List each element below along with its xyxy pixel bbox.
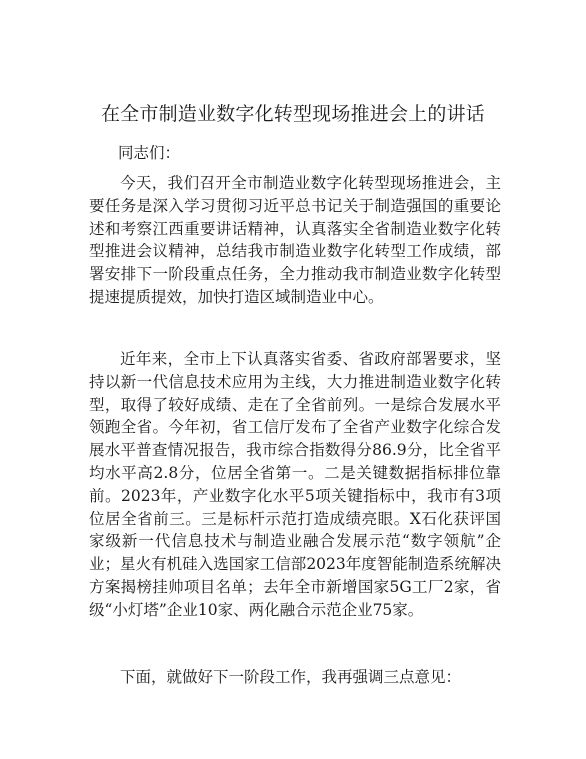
paragraph-opening: 今天，我们召开全市制造业数字化转型现场推进会，主要任务是深入学习贯彻习近平总书记关于制造强国的重要论述和考察江西重要讲话精神，认真落实全省制造业数字化转型推进会议精神，总结我市制造业数字化转型工作成绩，部署安排下一阶段重点任务，全力推动我市制造业数字化转型提速提质提效，加快打造区域制造业中心。: [89, 174, 501, 306]
salutation: 同志们：: [118, 144, 181, 162]
paragraph-achievements: 近年来，全市上下认真落实省委、省政府部署要求，坚持以新一代信息技术应用为主线，大力推进制造业数字化转型，取得了较好成绩、走在了全省前列。一是综合发展水平领跑全省。今年初，省工信厅发布了全省产业数字化综合发展水平普查情况报告，我市综合指数得分86.9分，比全省平均水平高2.8分，位居全省第一。二是关键数据指标排位靠前。2023年，产业数字化水平5项关键指标中，我市有3项位居全省前三。三是标杆示范打造成绩亮眼。X石化获评国家级新一代信息技术与制造业融合发展示范“数字领航”企业；星火有机硅入选国家工信部2023年度智能制造系统解决方案揭榜挂帅项目名单；去年全市新增国家5G工厂2家，省级“小灯塔”企业10家、两化融合示范企业75家。: [89, 350, 501, 619]
paragraph-transition: 下面，就做好下一阶段工作，我再强调三点意见：: [120, 668, 462, 686]
document-title: 在全市制造业数字化转型现场推进会上的讲话: [100, 103, 485, 125]
